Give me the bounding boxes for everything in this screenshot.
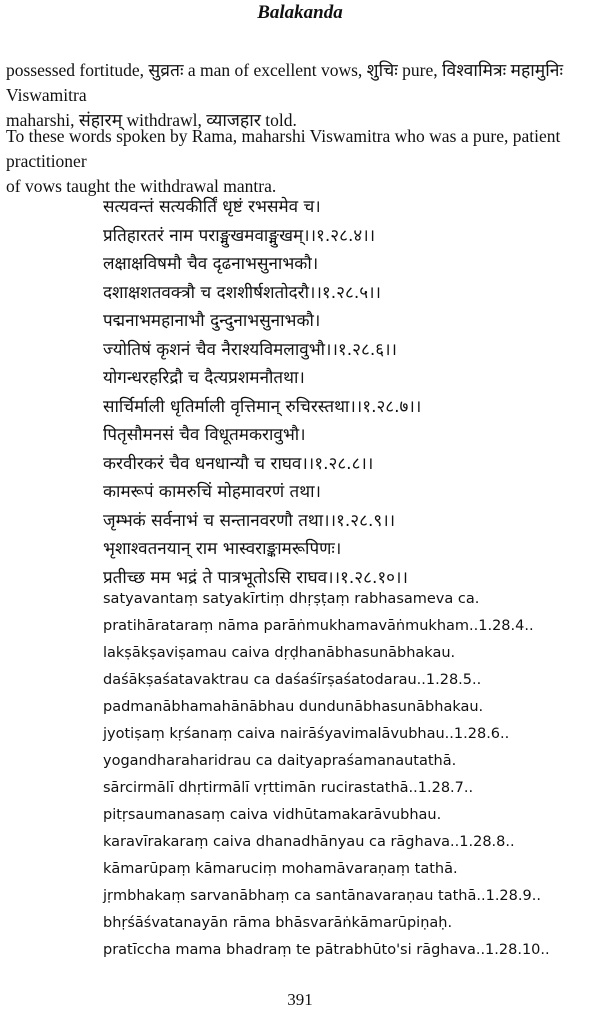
- verse-line: जृम्भकं सर्वनाभं च सन्तानवरणौ तथा।।१.२८.९।।: [103, 510, 396, 531]
- verse-line: कामरूपं कामरुचिं मोहमावरणं तथा।: [103, 482, 321, 502]
- sanskrit-verses: [103, 193, 421, 592]
- transliteration-line: sārcirmālī dhṛtirmālī vṛttimān rucirastathā..1.28.7..: [103, 780, 474, 796]
- transliteration-line: padmanābhamahānābhau dundunābhasunābhakau.: [103, 699, 484, 715]
- verse-line: सत्यवन्तं सत्यकीर्तिं धृष्टं रभसमेव च।: [103, 197, 321, 217]
- verse-line: पद्मनाभमहानाभौ दुन्दुनाभसुनाभकौ।: [103, 311, 321, 331]
- verse-line: पितृसौमनसं चैव विधूतमकरावुभौ।: [103, 425, 306, 445]
- verse-line: प्रतीच्छ मम भद्रं ते पात्रभूतोऽसि राघव।।१.२८.१०।।: [103, 567, 408, 588]
- transliteration-line: pitṛsaumanasaṃ caiva vidhūtamakarāvubhau.: [103, 807, 442, 823]
- transliteration-line: lakṣākṣaviṣamau caiva dṛḍhanābhasunābhakau.: [103, 645, 456, 661]
- translation-paragraph-2: [6, 124, 594, 199]
- transliteration-line: karavīrakaraṃ caiva dhanadhānyau ca rāghava..1.28.8..: [103, 834, 515, 850]
- verse-line: करवीरकरं चैव धनधान्यौ च राघव।।१.२८.८।।: [103, 453, 374, 474]
- running-header: Balakanda: [257, 2, 343, 23]
- verse-line: प्रतिहारतरं नाम पराङ्मुखमवाङ्मुखम्।।१.२८.४।।: [103, 225, 376, 246]
- page-number: 391: [287, 990, 313, 1009]
- paragraph-line: of vows taught the withdrawal mantra.: [6, 176, 277, 196]
- transliteration-line: jṛmbhakaṃ sarvanābhaṃ ca santānavaraṇau tathā..1.28.9..: [103, 888, 541, 904]
- paragraph-line: maharshi, संहारम् withdrawl, व्याजहार told.: [6, 110, 297, 130]
- transliteration-line: bhṛśāśvatanayān rāma bhāsvarāṅkāmarūpiṇaḥ.: [103, 915, 453, 931]
- transliteration-line: kāmarūpaṃ kāmaruciṃ mohamāvaraṇaṃ tathā.: [103, 861, 458, 877]
- transliteration-line: daśākṣaśatavaktrau ca daśaśīrṣaśatodarau..1.28.5..: [103, 672, 482, 688]
- transliteration-line: jyotiṣaṃ kṛśanaṃ caiva nairāśyavimalāvubhau..1.28.6..: [103, 726, 510, 742]
- verse-line: सार्चिर्माली धृतिर्माली वृत्तिमान् रुचिरस्तथा।।१.२८.७।।: [103, 396, 422, 417]
- paragraph-line: possessed fortitude, सुव्रतः a man of excellent vows, शुचिः pure, विश्वामित्रः महामुनिः Viswamitra: [6, 60, 564, 105]
- verse-line: दशाक्षशतवक्त्रौ च दशशीर्षशतोदरौ।।१.२८.५।।: [103, 282, 381, 303]
- transliteration-line: satyavantaṃ satyakīrtiṃ dhṛṣṭaṃ rabhasameva ca.: [103, 591, 480, 607]
- verse-line: लक्षाक्षविषमौ चैव दृढनाभसुनाभकौ।: [103, 254, 319, 274]
- paragraph-line: To these words spoken by Rama, maharshi Viswamitra who was a pure, patient practitioner: [6, 126, 561, 171]
- verse-line: भृशाश्वतनयान् राम भास्वराङ्कामरूपिणः।: [103, 539, 342, 559]
- transliteration-line: pratihārataraṃ nāma parāṅmukhamavāṅmukham..1.28.4..: [103, 618, 534, 634]
- transliterated-verses: [103, 586, 550, 964]
- transliteration-line: yogandharaharidrau ca daityapraśamanautathā.: [103, 753, 457, 769]
- verse-line: योगन्धरहरिद्रौ च दैत्यप्रशमनौतथा।: [103, 368, 305, 388]
- translation-paragraph-1: [6, 58, 594, 133]
- transliteration-line: pratīccha mama bhadraṃ te pātrabhūto'si rāghava..1.28.10..: [103, 942, 550, 958]
- verse-line: ज्योतिषं कृशनं चैव नैराश्यविमलावुभौ।।१.२८.६।।: [103, 339, 397, 360]
